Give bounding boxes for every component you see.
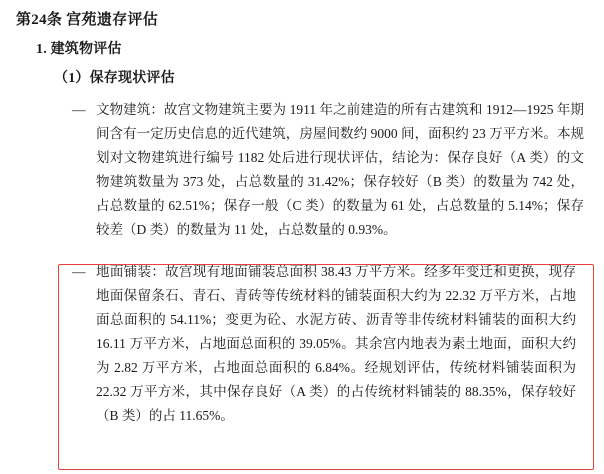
term-label: 地面铺装： bbox=[96, 264, 166, 279]
paragraph-text bbox=[96, 98, 590, 242]
paragraph-text bbox=[96, 260, 586, 428]
subsection-heading: （1）保存现状评估 bbox=[54, 71, 175, 86]
dash-marker: — bbox=[72, 102, 86, 117]
dash-marker: — bbox=[72, 264, 86, 279]
page-title: 第24条 宫苑遗存评估 bbox=[16, 12, 159, 28]
section-heading: 1. 建筑物评估 bbox=[36, 42, 122, 57]
paragraph-body: 故宫现有地面铺装总面积 38.43 万平方米。经多年变迁和更换，现存地面保留条石、青石、青砖等传统材料的铺装面积大约为 22.32 万平方米，占地面总面积的 54.11%；变更为砼、水泥方砖、沥青等非传统材料铺装的面积大约 16.11 万平方米，占地面总面积的 39.05%。其余宫内地表为素土地面，面积大约为 2.82 万平方米，占地面总面积的 6.84%。经规划评估，传统材料铺装面积为 22.32 万平方米，其中保存良好（A 类）的占传统材料铺装的 88.35%，保存较好（B 类）的占 11.65%。 bbox=[96, 264, 577, 423]
list-item bbox=[72, 260, 590, 428]
list-item bbox=[72, 98, 590, 242]
term-label: 文物建筑： bbox=[96, 102, 164, 117]
paragraph-body: 故宫文物建筑主要为 1911 年之前建造的所有古建筑和 1912—1925 年期间含有一定历史信息的近代建筑，房屋间数约 9000 间，面积约 23 万平方米。本规划对文物建筑进行编号 1182 处后进行现状评估，结论为：保存良好（A 类）的文物建筑数量为 373 处，占总数量的 31.42%；保存较好（B 类）的数量为 742 处，占总数量的 62.51%；保存一般（C 类）的数量为 61 处，占总数量的 5.14%；保存较差（D 类）的数量为 11 处，占总数量的 0.93%。 bbox=[96, 102, 585, 237]
